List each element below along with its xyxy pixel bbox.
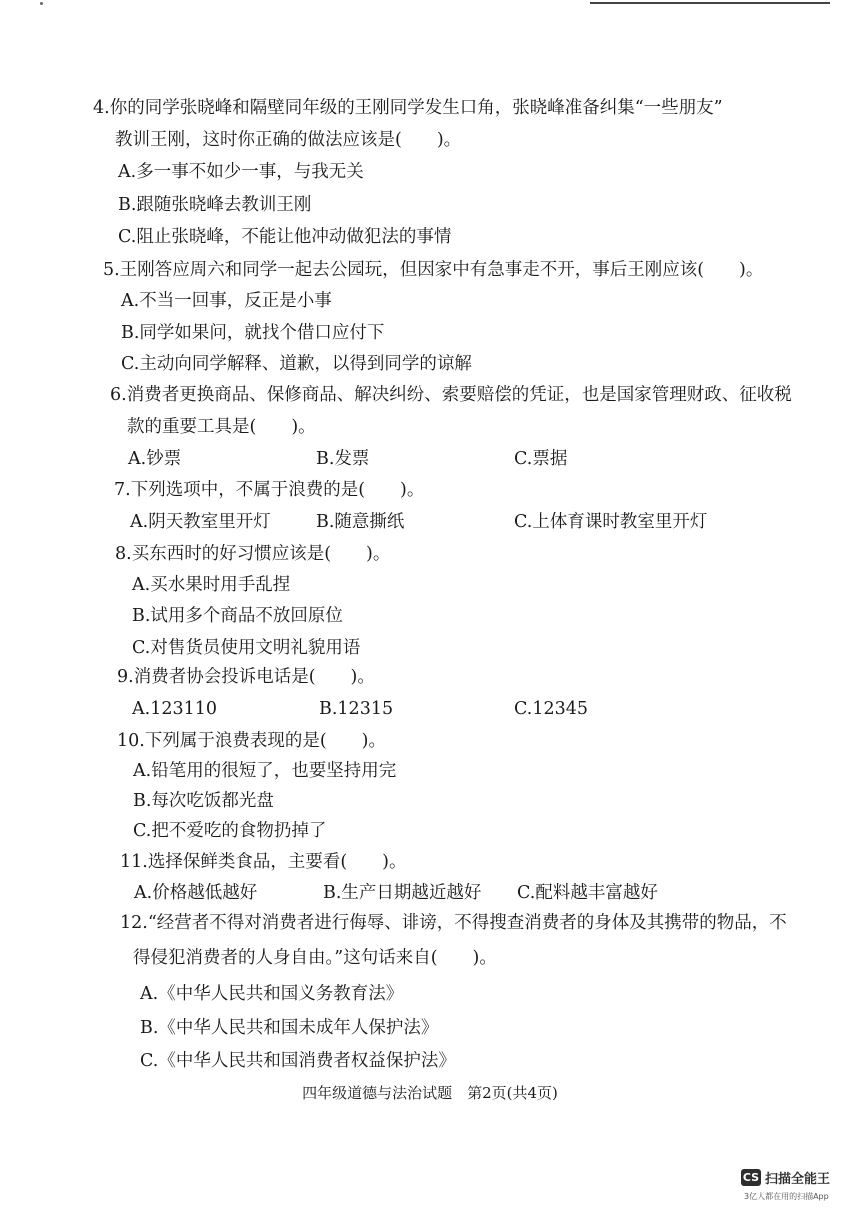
- camscanner-icon: CS: [742, 1171, 760, 1184]
- q8-option-b: B.试用多个商品不放回原位: [132, 606, 343, 626]
- q11-option-a: A.价格越低越好: [134, 883, 258, 903]
- q9-option-b: B.12315: [319, 699, 394, 719]
- q6-stem-line1: 6.消费者更换商品、保修商品、解决纠纷、索要赔偿的凭证，也是国家管理财政、征收税: [110, 385, 792, 405]
- q11-option-b: B.生产日期越近越好: [323, 883, 482, 903]
- q10-option-c: C.把不爱吃的食物扔掉了: [133, 821, 327, 841]
- q5-option-b: B.同学如果问，就找个借口应付下: [121, 323, 385, 343]
- q8-option-c: C.对售货员使用文明礼貌用语: [132, 638, 361, 658]
- q10-stem-line1: 10.下列属于浪费表现的是( )。: [117, 731, 386, 751]
- q12-option-b: B.《中华人民共和国未成年人保护法》: [140, 1018, 439, 1038]
- q5-option-a: A.不当一回事，反正是小事: [121, 291, 332, 311]
- page-footer: 四年级道德与法治试题 第2页(共4页): [302, 1084, 558, 1102]
- q6-option-a: A.钞票: [128, 449, 182, 469]
- q6-option-c: C.票据: [514, 449, 568, 469]
- q5-option-c: C.主动向同学解释、道歉，以得到同学的谅解: [121, 354, 472, 374]
- q8-stem-line1: 8.买东西时的好习惯应该是( )。: [115, 544, 391, 564]
- q6-stem-line2: 款的重要工具是( )。: [127, 417, 316, 437]
- q4-option-c: C.阻止张晓峰，不能让他冲动做犯法的事情: [118, 227, 452, 247]
- scanner-tagline: 3亿人都在用的扫描App: [744, 1192, 829, 1201]
- q4-stem-line2: 教训王刚，这时你正确的做法应该是( )。: [115, 130, 462, 150]
- q9-stem-line1: 9.消费者协会投诉电话是( )。: [117, 667, 375, 687]
- q11-stem-line1: 11.选择保鲜类食品，主要看( )。: [120, 852, 407, 872]
- q5-stem-line1: 5.王刚答应周六和同学一起去公园玩，但因家中有急事走不开，事后王刚应该( )。: [103, 260, 764, 280]
- q4-option-b: B.跟随张晓峰去教训王刚: [118, 195, 312, 215]
- q9-option-a: A.123110: [132, 699, 218, 719]
- q7-option-b: B.随意撕纸: [316, 512, 405, 532]
- q8-option-a: A.买水果时用手乱捏: [132, 575, 291, 595]
- q10-option-b: B.每次吃饭都光盘: [133, 791, 274, 811]
- q7-option-c: C.上体育课时教室里开灯: [514, 512, 708, 532]
- scan-mark: [40, 2, 43, 5]
- q4-option-a: A.多一事不如少一事，与我无关: [118, 162, 364, 182]
- q12-stem-line2: 得侵犯消费者的人身自由。”这句话来自( )。: [133, 948, 497, 968]
- q7-stem-line1: 7.下列选项中，不属于浪费的是( )。: [114, 480, 425, 500]
- top-border-line: [590, 2, 830, 4]
- q9-option-c: C.12345: [514, 699, 588, 719]
- q12-option-a: A.《中华人民共和国义务教育法》: [140, 984, 404, 1004]
- q7-option-a: A.阴天教室里开灯: [130, 512, 271, 532]
- q12-stem-line1: 12.“经营者不得对消费者进行侮辱、诽谤，不得搜查消费者的身体及其携带的物品，不: [120, 913, 787, 933]
- q12-option-c: C.《中华人民共和国消费者权益保护法》: [140, 1051, 456, 1071]
- q6-option-b: B.发票: [316, 449, 370, 469]
- q11-option-c: C.配料越丰富越好: [517, 883, 658, 903]
- q4-stem-line1: 4.你的同学张晓峰和隔壁同年级的王刚同学发生口角，张晓峰准备纠集“一些朋友”: [93, 98, 723, 118]
- q10-option-a: A.铅笔用的很短了，也要坚持用完: [133, 761, 397, 781]
- scanner-logo: [741, 1168, 830, 1187]
- scanner-brand: 扫描全能王: [765, 1172, 831, 1187]
